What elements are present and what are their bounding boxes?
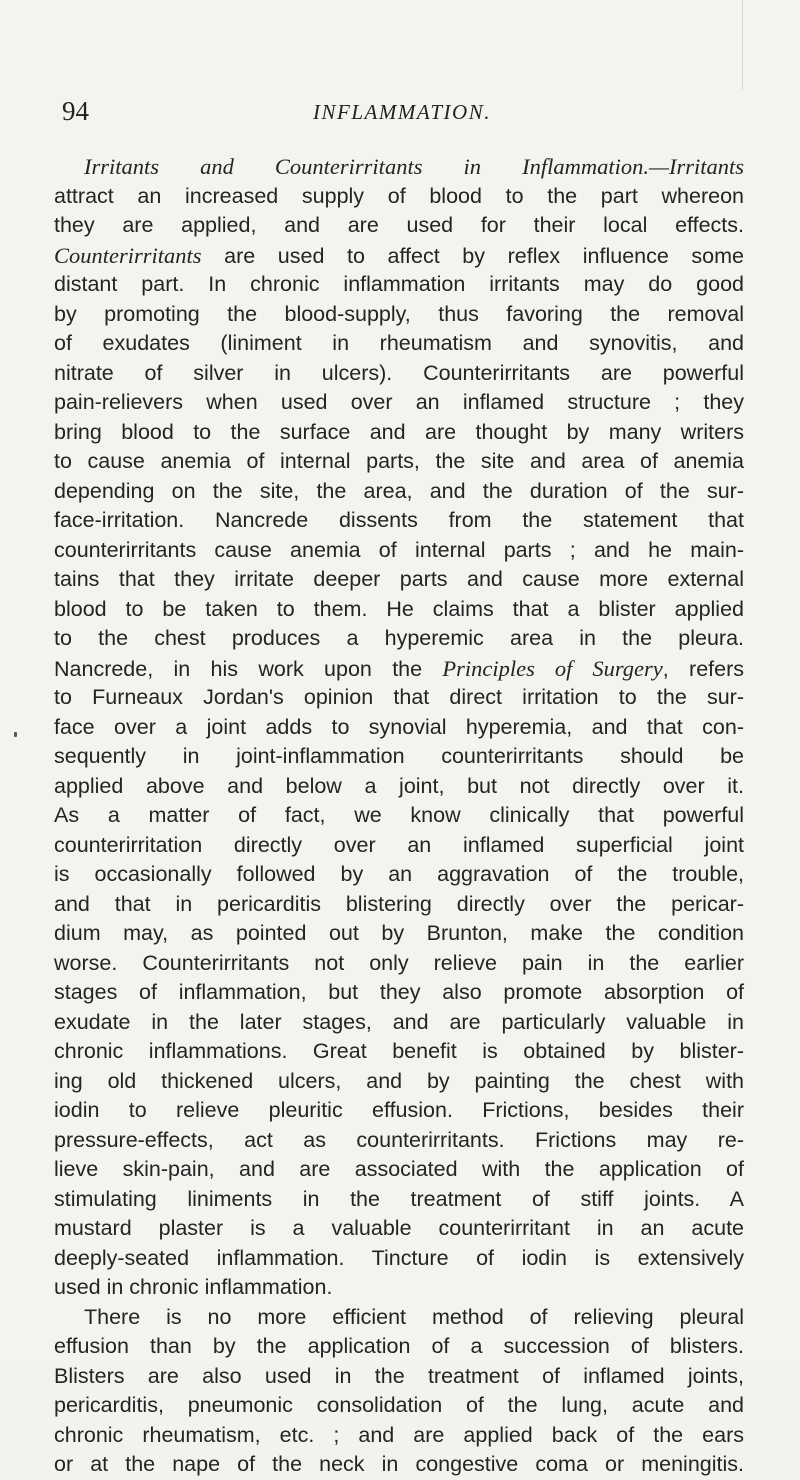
text-line: by promoting the blood-supply, thus favoring the removal [54,301,744,326]
text-line: iodin to relieve pleuritic effusion. Frictions, besides their [54,1098,744,1122]
page-edge-shadow [742,0,743,90]
text-line: face-irritation. Nancrede dissents from the statement that [54,508,744,532]
text-line: to Furneaux Jordan's opinion that direct irritation to the sur- [54,685,744,709]
text-line: attract an increased supply of blood to the part whereon [54,183,744,208]
text-line: As a matter of fact, we know clinically that powerful [54,803,744,827]
text-line: to cause anemia of internal parts, the site and area of anemia [54,449,744,473]
text-line: tains that they irritate deeper parts and cause more external [54,567,744,591]
text-line: lieve skin-pain, and are associated with the application of [54,1157,744,1181]
text-line [54,152,744,182]
text-line: effusion than by the application of a succession of blisters. [54,1334,744,1358]
text-line: chronic rheumatism, etc. ; and are applied back of the ears [54,1422,744,1447]
text-line: depending on the site, the area, and the duration of the sur- [54,478,744,503]
text-line: counterirritation directly over an inflamed superficial joint [54,832,744,857]
text-line: Counterirritants are used to affect by reflex influence some [54,242,744,268]
text-line: bring blood to the surface and are thought by many writers [54,419,744,444]
text-line: of exudates (liniment in rheumatism and synovitis, and [54,331,744,355]
text-line: There is no more efficient method of relieving pleural [84,1304,744,1329]
text-line: blood to be taken to them. He claims that a blister applied [54,596,744,621]
text-line: stages of inflammation, but they also promote absorption of [54,980,744,1004]
text-line: applied above and below a joint, but not directly over it. [54,773,744,798]
text-line: Nancrede, in his work upon the Principles of Surgery, refers [54,655,744,681]
text-line: is occasionally followed by an aggravation of the trouble, [54,862,744,886]
text-line: counterirritants cause anemia of internal parts ; and he main- [54,537,744,562]
text-line: ing old thickened ulcers, and by painting the chest with [54,1068,744,1093]
text-line: exudate in the later stages, and are particularly valuable in [54,1009,744,1034]
text-line: distant part. In chronic inflammation irritants may do good [54,272,744,296]
text-line: worse. Counterirritants not only relieve pain in the earlier [54,950,744,975]
italic-book-title: Principles of Surgery [442,655,663,681]
margin-dot [14,732,17,737]
text-line: mustard plaster is a valuable counterirritant in an acute [54,1216,744,1240]
body-text [54,152,744,1480]
text-line: pericarditis, pneumonic consolidation of the lung, acute and [54,1393,744,1417]
section-title: INFLAMMATION. [313,100,491,124]
text-line: deeply-seated inflammation. Tincture of iodin is extensively [54,1245,744,1270]
text-line: face over a joint adds to synovial hyperemia, and that con- [54,714,744,739]
page-number: 94 [62,96,89,126]
text-line: sequently in joint-inflammation counterirritants should be [54,744,744,768]
text-line: stimulating liniments in the treatment of stiff joints. A [54,1186,744,1211]
running-head [62,96,762,130]
italic-term: Counterirritants [54,242,202,268]
text-line: Blisters are also used in the treatment of inflamed joints, [54,1363,744,1388]
text-line: to the chest produces a hyperemic area in the pleura. [54,626,744,650]
text-line: dium may, as pointed out by Brunton, make the condition [54,921,744,945]
text-line: pressure-effects, act as counterirritants. Frictions may re- [54,1127,744,1152]
text-line: pain-relievers when used over an inflamed structure ; they [54,390,744,414]
text-line: used in chronic inflammation. [54,1275,333,1299]
text-line: they are applied, and are used for their local effects. [54,213,744,237]
paragraph-heading: Irritants and Counterirritants in Inflammation.—Irritants [84,154,744,179]
text-line: nitrate of silver in ulcers). Counterirritants are powerful [54,360,744,385]
text-line: chronic inflammations. Great benefit is obtained by blister- [54,1039,744,1063]
text-line: and that in pericarditis blistering directly over the pericar- [54,891,744,916]
text-line: or at the nape of the neck in congestive coma or meningitis. [54,1452,744,1476]
